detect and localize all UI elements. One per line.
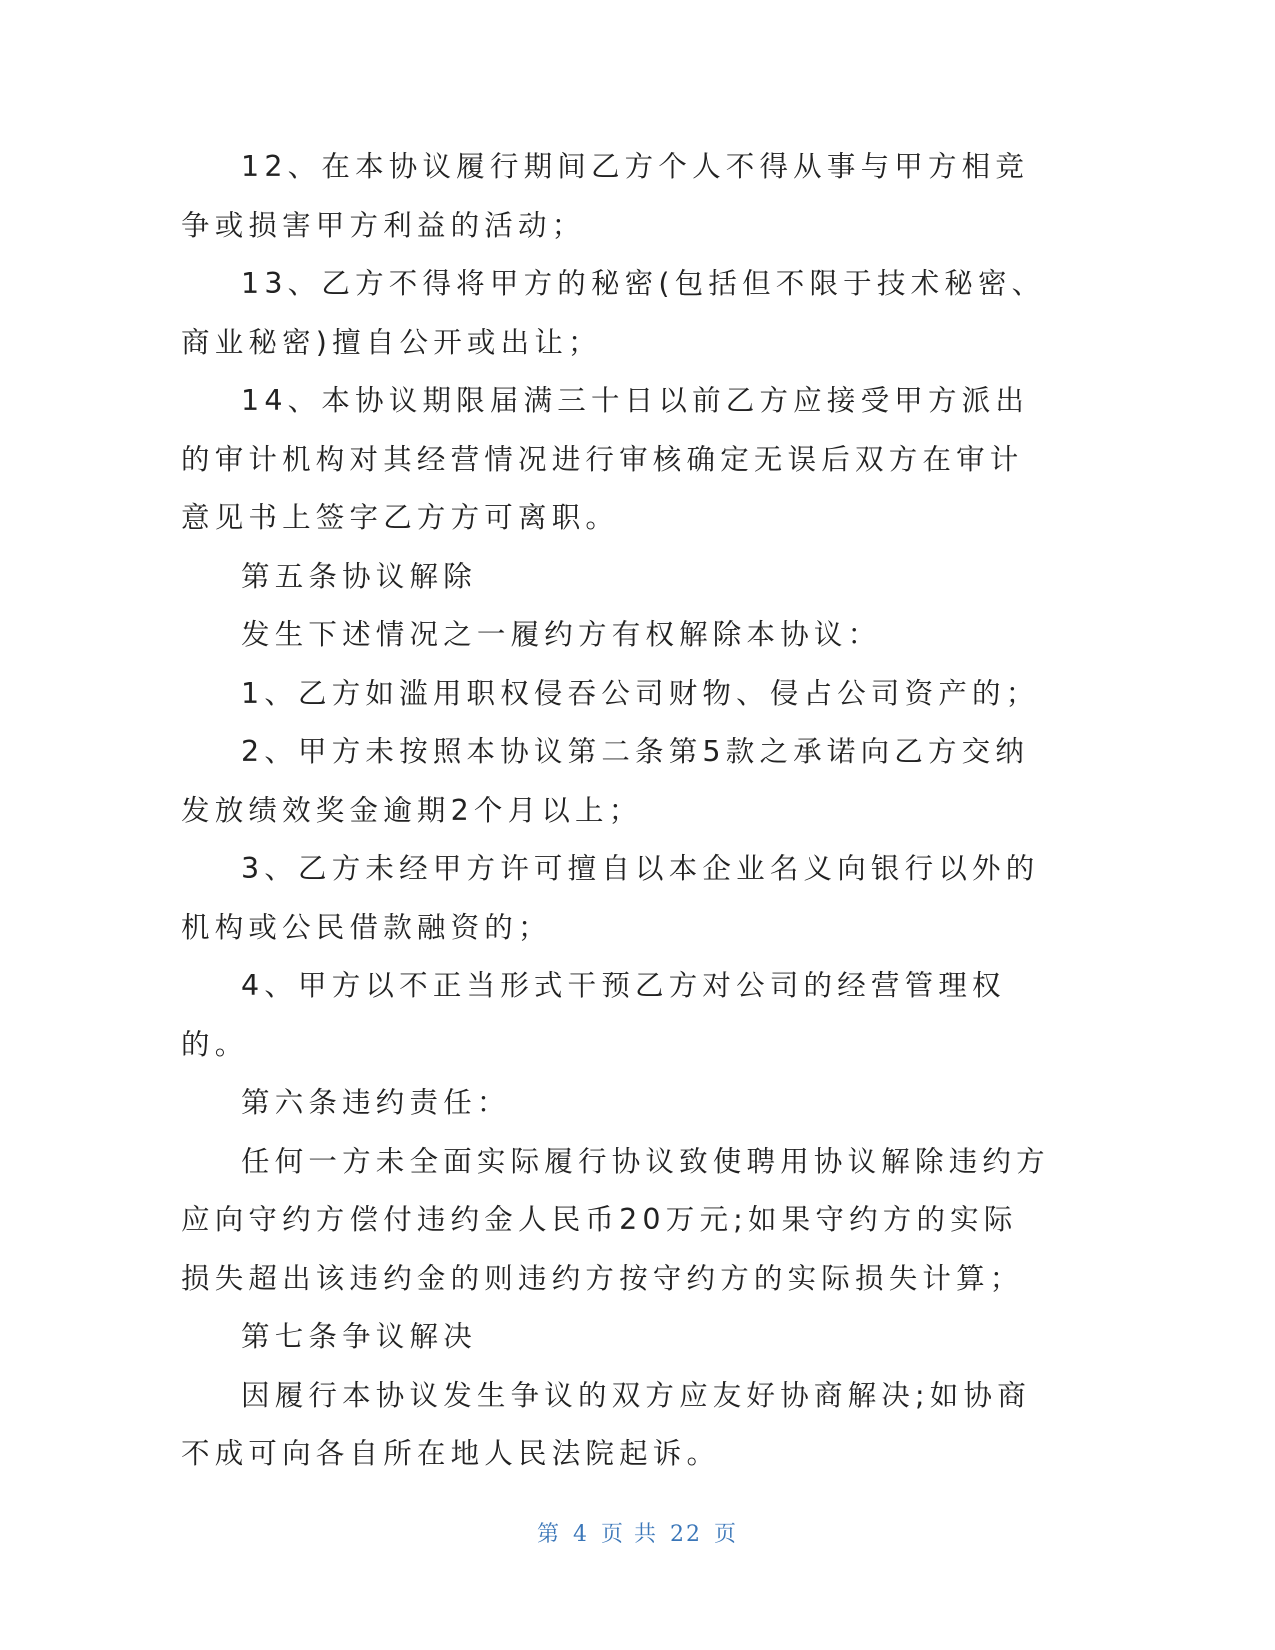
paragraph-clause-12: 12、在本协议履行期间乙方个人不得从事与甲方相竞争或损害甲方利益的活动；: [181, 150, 1030, 242]
list-item-termination-1: 1、乙方如滥用职权侵吞公司财物、侵占公司资产的；: [241, 676, 1040, 710]
paragraph-dispute: 因履行本协议发生争议的双方应友好协商解决;如协商不成可向各自所在地人民法院起诉。: [181, 1378, 1031, 1470]
footer-prefix: 第: [536, 1522, 561, 1547]
section-heading-article-7: 第七条争议解决: [241, 1320, 477, 1353]
section-heading-article-6: 第六条违约责任：: [241, 1086, 511, 1119]
document-body: [181, 138, 1051, 1484]
page-number-footer: [0, 1517, 1275, 1548]
footer-suffix: 页: [714, 1522, 739, 1547]
paragraph-clause-13: 13、乙方不得将甲方的秘密(包括但不限于技术秘密、商业秘密)擅自公开或出让；: [181, 267, 1046, 359]
footer-mid: 页 共: [601, 1522, 658, 1547]
total-pages-number: 22: [670, 1522, 702, 1547]
list-item-termination-2: 2、甲方未按照本协议第二条第5款之承诺向乙方交纳发放绩效奖金逾期2个月以上；: [181, 735, 1030, 827]
paragraph-clause-14: 14、本协议期限届满三十日以前乙方应接受甲方派出的审计机构对其经营情况进行审核确定无误后双方在审计意见书上签字乙方方可离职。: [181, 384, 1030, 534]
section-heading-article-5: 第五条协议解除: [241, 559, 477, 593]
list-item-termination-4: 4、甲方以不正当形式干预乙方对公司的经营管理权的。: [181, 969, 1006, 1061]
paragraph-liability: 任何一方未全面实际履行协议致使聘用协议解除违约方应向守约方偿付违约金人民币20万元;如果守约方的实际损失超出该违约金的则违约方按守约方的实际损失计算；: [181, 1144, 1050, 1295]
list-item-termination-3: 3、乙方未经甲方许可擅自以本企业名义向银行以外的机构或公民借款融资的；: [181, 852, 1040, 944]
paragraph-termination-intro: 发生下述情况之一履约方有权解除本协议：: [241, 618, 882, 651]
current-page-number: 4: [573, 1522, 589, 1547]
